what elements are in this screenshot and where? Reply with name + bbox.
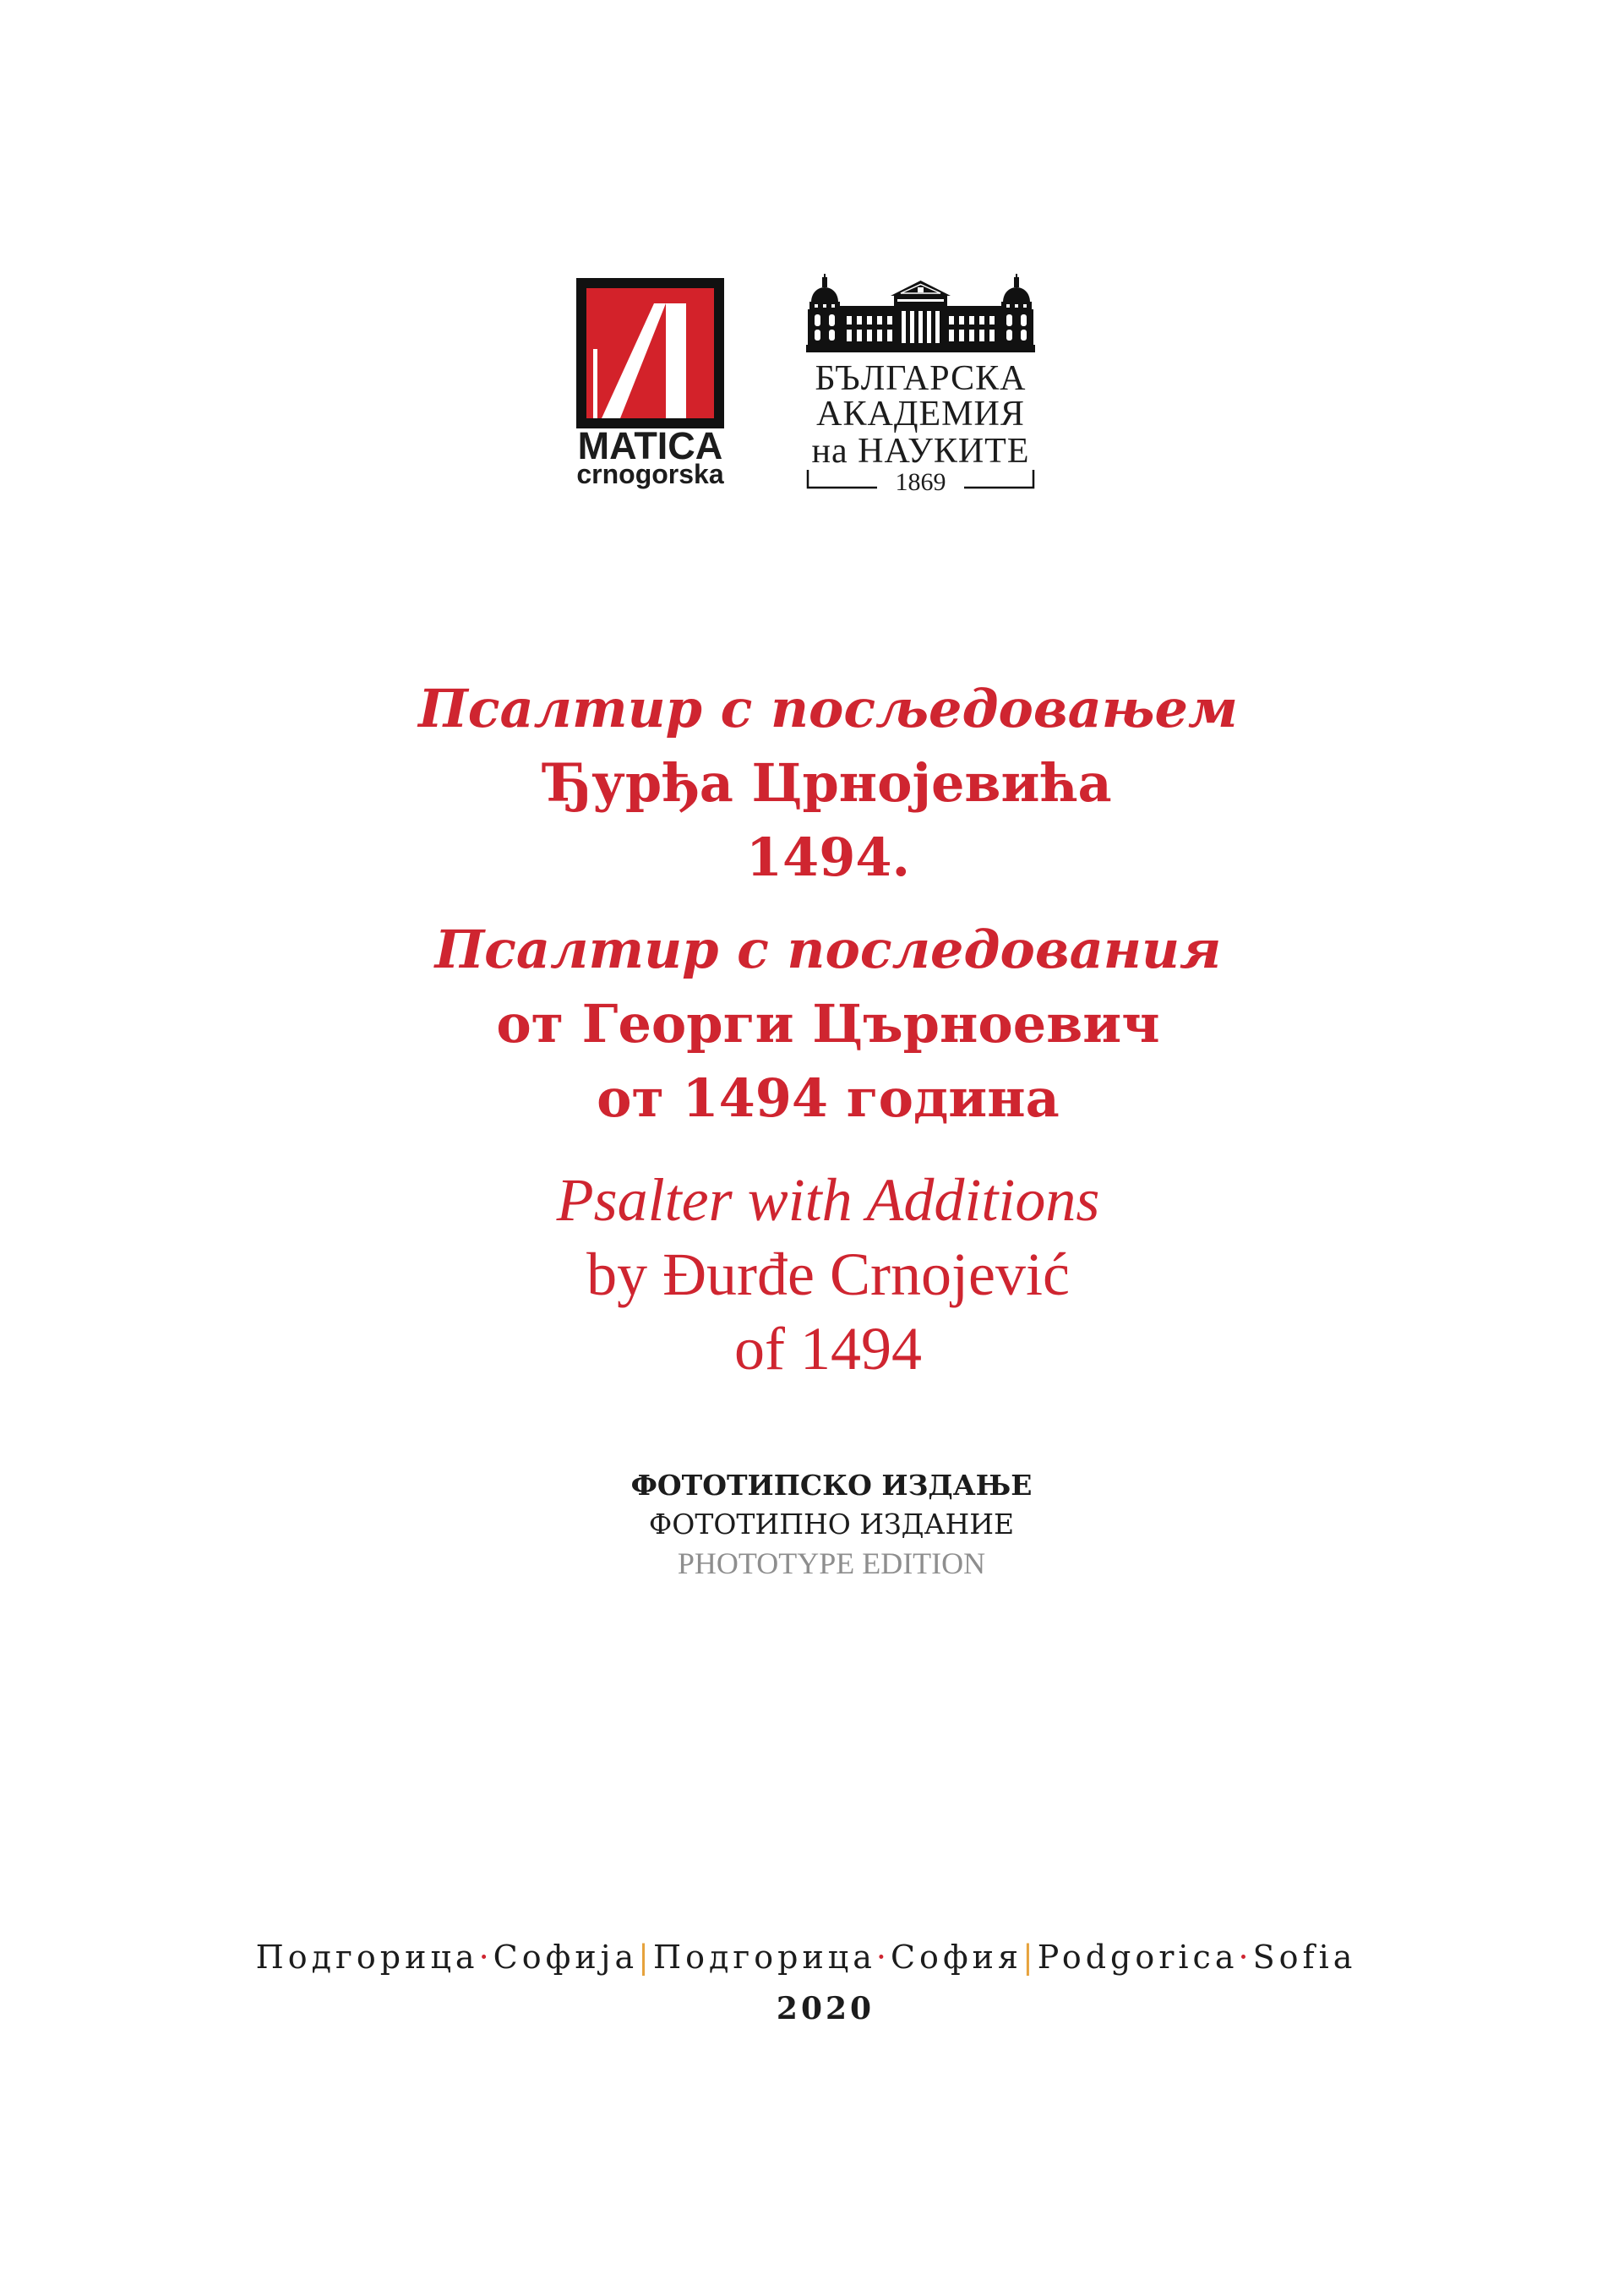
title-bulgarian-line2: от Георги Църноевич	[496, 993, 1160, 1055]
title-bulgarian-line3: от 1494 година	[597, 1067, 1060, 1129]
title-english-line1: Psalter with Additions	[556, 1166, 1100, 1234]
imprint-dot: ·	[875, 1939, 891, 1976]
title-serbian-line1: Псалтир с посљедовањем	[418, 678, 1238, 739]
title-serbian	[59, 672, 1597, 895]
title-english	[59, 1163, 1597, 1386]
imprint-dot: ·	[1238, 1939, 1253, 1976]
academy-building-icon	[806, 274, 1035, 352]
matica-logo-subname: crnogorska	[576, 459, 724, 489]
imprint-city: Podgorica	[1037, 1939, 1239, 1976]
edition-bulgarian: ФОТОТИПНО ИЗДАНИЕ	[648, 1508, 1015, 1541]
title-bulgarian-line1: Псалтир с последования	[434, 919, 1222, 980]
academy-logo-line2: АКАДЕМИЯ	[816, 395, 1025, 434]
imprint-city: София	[890, 1939, 1022, 1976]
matica-logo-name: MATICA	[577, 424, 723, 467]
academy-logo-line1: БЪЛГАРСКА	[815, 359, 1027, 398]
edition-english: PHOTOTYPE EDITION	[677, 1546, 986, 1580]
imprint-separator: |	[1022, 1939, 1038, 1976]
imprint-city: Подгорица	[255, 1939, 479, 1976]
imprint-places	[15, 1936, 1597, 1978]
imprint-separator: |	[638, 1939, 653, 1976]
title-serbian-line3: 1494.	[745, 826, 911, 888]
edition-block	[66, 1466, 1597, 1583]
academy-logo-year: 1869	[895, 468, 946, 496]
matica-crnogorska-logo-icon	[576, 278, 724, 428]
title-english-line3: of 1494	[734, 1315, 922, 1383]
title-bulgarian	[59, 913, 1597, 1136]
imprint-city: Софија	[493, 1939, 639, 1976]
imprint-city: Подгорица	[652, 1939, 876, 1976]
edition-serbian: ФОТОТИПСКО ИЗДАЊЕ	[630, 1469, 1033, 1502]
title-english-line2: by Đurđe Crnojević	[586, 1241, 1070, 1308]
imprint-city: Sofia	[1252, 1939, 1357, 1976]
academy-logo-line3: на НАУКИТЕ	[811, 432, 1030, 471]
imprint-dot: ·	[478, 1939, 493, 1976]
imprint-year: 2020	[776, 1991, 875, 2026]
title-serbian-line2: Ђурђа Црнојевића	[544, 752, 1112, 814]
